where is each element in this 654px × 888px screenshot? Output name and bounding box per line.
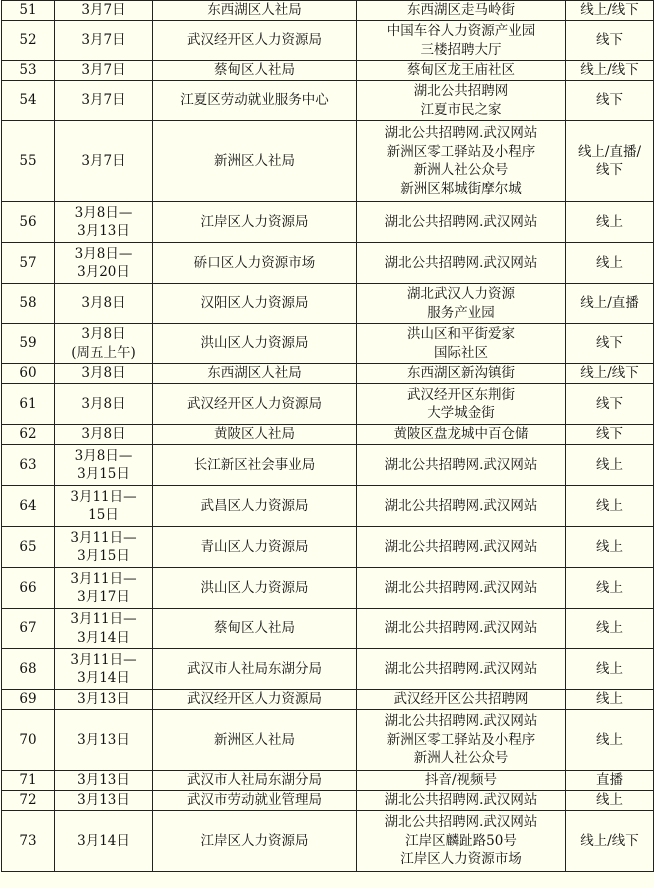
table-row — [2, 649, 654, 690]
venue-cell: 中国车谷人力资源产业园 三楼招聘大厅 — [357, 21, 566, 61]
date-cell: 3月8日— 3月13日 — [55, 202, 153, 243]
organizer-cell: 东西湖区人社局 — [153, 364, 357, 384]
organizer-cell: 江岸区人力资源局 — [153, 811, 357, 872]
date-cell: 3月7日 — [55, 61, 153, 81]
venue-cell: 蔡甸区龙王庙社区 — [357, 61, 566, 81]
venue-cell: 湖北公共招聘网.武汉网站 — [357, 791, 566, 811]
table-row — [2, 284, 654, 324]
row-number-cell: 60 — [2, 364, 55, 384]
mode-cell: 线下 — [566, 21, 654, 61]
organizer-cell: 武汉市人社局东湖分局 — [153, 771, 357, 791]
table-row — [2, 609, 654, 649]
row-number-cell: 52 — [2, 21, 55, 61]
venue-cell: 武汉经开区公共招聘网 — [357, 690, 566, 710]
organizer-cell: 长江新区社会事业局 — [153, 445, 357, 486]
date-cell: 3月14日 — [55, 811, 153, 872]
table-row — [2, 771, 654, 791]
date-cell: 3月8日 (周五上午) — [55, 324, 153, 364]
organizer-cell: 江夏区劳动就业服务中心 — [153, 81, 357, 121]
table-body — [2, 1, 654, 872]
table-row — [2, 710, 654, 771]
row-number-cell: 59 — [2, 324, 55, 364]
date-cell: 3月13日 — [55, 690, 153, 710]
organizer-cell: 武昌区人力资源局 — [153, 486, 357, 527]
row-number-cell: 68 — [2, 649, 55, 690]
table-row — [2, 243, 654, 284]
mode-cell: 线下 — [566, 324, 654, 364]
row-number-cell: 57 — [2, 243, 55, 284]
date-cell: 3月8日 — [55, 284, 153, 324]
row-number-cell: 56 — [2, 202, 55, 243]
venue-cell: 黄陂区盘龙城中百仓储 — [357, 425, 566, 445]
mode-cell: 线上 — [566, 243, 654, 284]
mode-cell: 线下 — [566, 425, 654, 445]
mode-cell: 线上/直播/ 线下 — [566, 121, 654, 202]
table-row — [2, 791, 654, 811]
row-number-cell: 69 — [2, 690, 55, 710]
row-number-cell: 58 — [2, 284, 55, 324]
date-cell: 3月7日 — [55, 21, 153, 61]
date-cell: 3月11日— 3月14日 — [55, 649, 153, 690]
job-fair-schedule-table — [1, 0, 654, 872]
table-row — [2, 425, 654, 445]
table-row — [2, 568, 654, 609]
date-cell: 3月8日— 3月15日 — [55, 445, 153, 486]
venue-cell: 湖北公共招聘网.武汉网站 — [357, 445, 566, 486]
mode-cell: 线下 — [566, 81, 654, 121]
mode-cell: 直播 — [566, 771, 654, 791]
venue-cell: 湖北公共招聘网.武汉网站 新洲区零工驿站及小程序 新洲人社公众号 — [357, 710, 566, 771]
mode-cell: 线上 — [566, 609, 654, 649]
date-cell: 3月11日— 3月17日 — [55, 568, 153, 609]
row-number-cell: 53 — [2, 61, 55, 81]
table-row — [2, 61, 654, 81]
organizer-cell: 青山区人力资源局 — [153, 527, 357, 568]
organizer-cell: 武汉经开区人力资源局 — [153, 690, 357, 710]
row-number-cell: 62 — [2, 425, 55, 445]
mode-cell: 线上/线下 — [566, 364, 654, 384]
mode-cell: 线上 — [566, 690, 654, 710]
venue-cell: 湖北公共招聘网.武汉网站 江岸区麟趾路50号 江岸区人力资源市场 — [357, 811, 566, 872]
date-cell: 3月13日 — [55, 771, 153, 791]
venue-cell: 湖北公共招聘网.武汉网站 — [357, 527, 566, 568]
date-cell: 3月7日 — [55, 1, 153, 21]
table-row — [2, 202, 654, 243]
venue-cell: 东西湖区走马岭街 — [357, 1, 566, 21]
organizer-cell: 武汉经开区人力资源局 — [153, 21, 357, 61]
row-number-cell: 51 — [2, 1, 55, 21]
row-number-cell: 66 — [2, 568, 55, 609]
organizer-cell: 武汉市人社局东湖分局 — [153, 649, 357, 690]
date-cell: 3月8日— 3月20日 — [55, 243, 153, 284]
date-cell: 3月8日 — [55, 425, 153, 445]
date-cell: 3月11日— 3月14日 — [55, 609, 153, 649]
table-row — [2, 81, 654, 121]
venue-cell: 抖音/视频号 — [357, 771, 566, 791]
table-row — [2, 121, 654, 202]
mode-cell: 线上 — [566, 527, 654, 568]
row-number-cell: 67 — [2, 609, 55, 649]
table-row — [2, 527, 654, 568]
date-cell: 3月8日 — [55, 384, 153, 425]
venue-cell: 湖北公共招聘网 江夏市民之家 — [357, 81, 566, 121]
organizer-cell: 江岸区人力资源局 — [153, 202, 357, 243]
organizer-cell: 武汉市劳动就业管理局 — [153, 791, 357, 811]
organizer-cell: 汉阳区人力资源局 — [153, 284, 357, 324]
venue-cell: 武汉经开区东荆街 大学城金街 — [357, 384, 566, 425]
date-cell: 3月7日 — [55, 121, 153, 202]
table-row — [2, 690, 654, 710]
mode-cell: 线上 — [566, 202, 654, 243]
organizer-cell: 蔡甸区人社局 — [153, 609, 357, 649]
mode-cell: 线上 — [566, 568, 654, 609]
row-number-cell: 72 — [2, 791, 55, 811]
venue-cell: 东西湖区新沟镇街 — [357, 364, 566, 384]
venue-cell: 湖北公共招聘网.武汉网站 — [357, 609, 566, 649]
row-number-cell: 61 — [2, 384, 55, 425]
venue-cell: 湖北武汉人力资源 服务产业园 — [357, 284, 566, 324]
mode-cell: 线上/直播 — [566, 284, 654, 324]
mode-cell: 线上 — [566, 710, 654, 771]
row-number-cell: 73 — [2, 811, 55, 872]
table-row — [2, 486, 654, 527]
row-number-cell: 71 — [2, 771, 55, 791]
mode-cell: 线下 — [566, 384, 654, 425]
row-number-cell: 64 — [2, 486, 55, 527]
date-cell: 3月13日 — [55, 710, 153, 771]
table-row — [2, 21, 654, 61]
row-number-cell: 55 — [2, 121, 55, 202]
table-row — [2, 364, 654, 384]
row-number-cell: 70 — [2, 710, 55, 771]
mode-cell: 线上 — [566, 649, 654, 690]
organizer-cell: 黄陂区人社局 — [153, 425, 357, 445]
date-cell: 3月11日— 15日 — [55, 486, 153, 527]
venue-cell: 湖北公共招聘网.武汉网站 新洲区零工驿站及小程序 新洲人社公众号 新洲区邾城街摩尔城 — [357, 121, 566, 202]
row-number-cell: 65 — [2, 527, 55, 568]
venue-cell: 湖北公共招聘网.武汉网站 — [357, 202, 566, 243]
organizer-cell: 硚口区人力资源市场 — [153, 243, 357, 284]
organizer-cell: 新洲区人社局 — [153, 121, 357, 202]
venue-cell: 湖北公共招聘网.武汉网站 — [357, 486, 566, 527]
table-row — [2, 1, 654, 21]
venue-cell: 湖北公共招聘网.武汉网站 — [357, 568, 566, 609]
venue-cell: 湖北公共招聘网.武汉网站 — [357, 243, 566, 284]
mode-cell: 线上/线下 — [566, 61, 654, 81]
date-cell: 3月7日 — [55, 81, 153, 121]
date-cell: 3月13日 — [55, 791, 153, 811]
row-number-cell: 54 — [2, 81, 55, 121]
organizer-cell: 洪山区人力资源局 — [153, 568, 357, 609]
mode-cell: 线上 — [566, 791, 654, 811]
mode-cell: 线上/线下 — [566, 811, 654, 872]
table-row — [2, 384, 654, 425]
mode-cell: 线上 — [566, 486, 654, 527]
venue-cell: 洪山区和平街爱家 国际社区 — [357, 324, 566, 364]
row-number-cell: 63 — [2, 445, 55, 486]
date-cell: 3月8日 — [55, 364, 153, 384]
organizer-cell: 洪山区人力资源局 — [153, 324, 357, 364]
organizer-cell: 新洲区人社局 — [153, 710, 357, 771]
organizer-cell: 武汉经开区人力资源局 — [153, 384, 357, 425]
organizer-cell: 东西湖区人社局 — [153, 1, 357, 21]
date-cell: 3月11日— 3月15日 — [55, 527, 153, 568]
organizer-cell: 蔡甸区人社局 — [153, 61, 357, 81]
mode-cell: 线上 — [566, 445, 654, 486]
mode-cell: 线上/线下 — [566, 1, 654, 21]
table-row — [2, 445, 654, 486]
table-row — [2, 811, 654, 872]
table-row — [2, 324, 654, 364]
venue-cell: 湖北公共招聘网.武汉网站 — [357, 649, 566, 690]
